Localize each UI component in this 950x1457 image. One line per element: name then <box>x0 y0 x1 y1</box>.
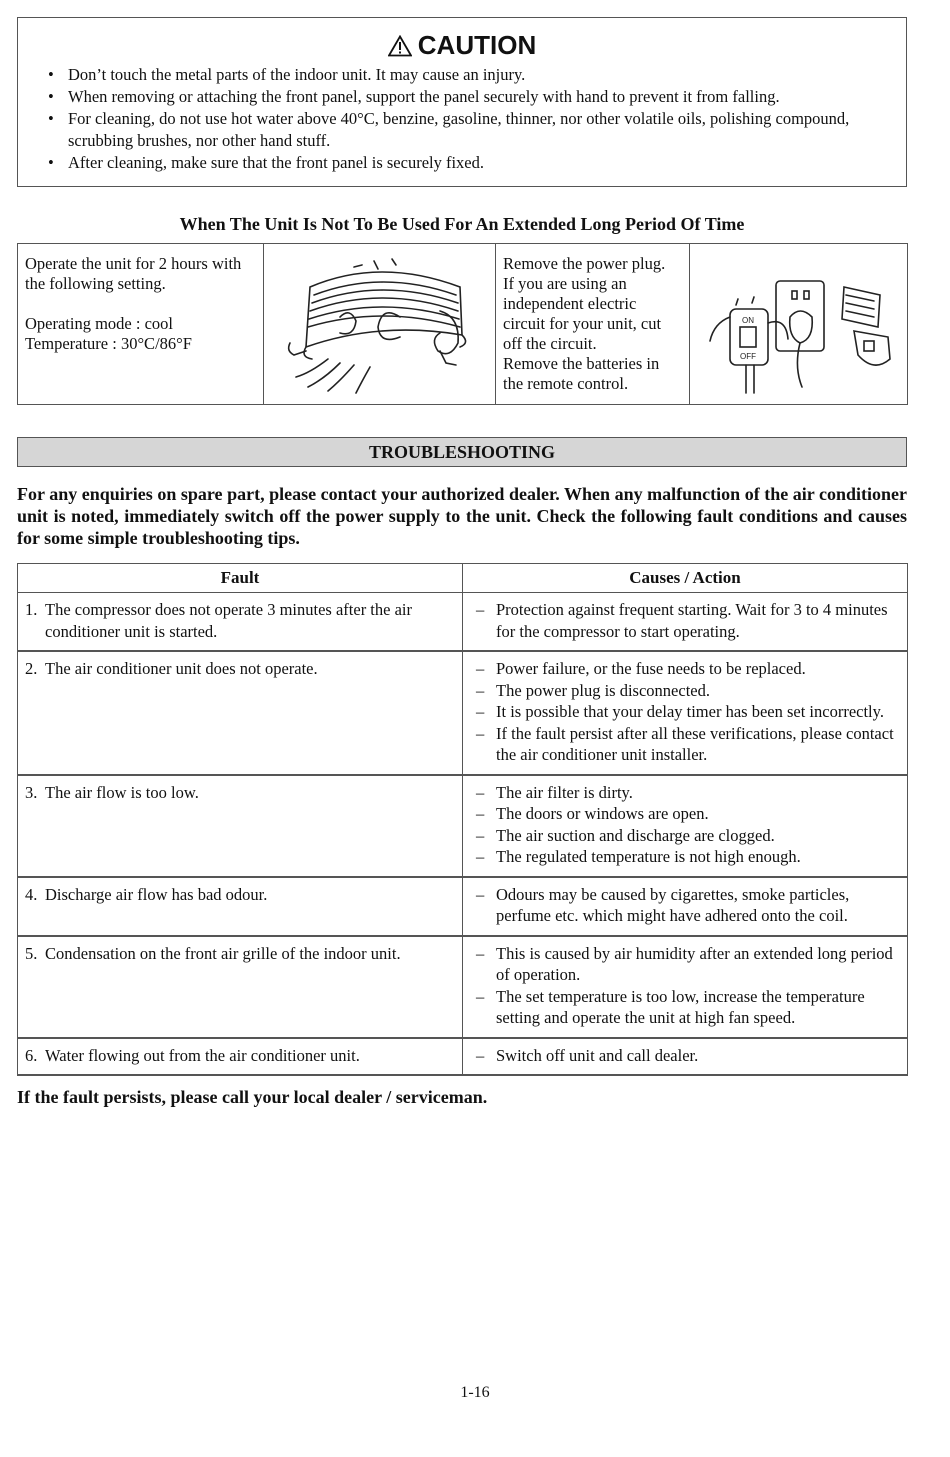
manual-page <box>17 17 907 1108</box>
extended-left-line: Operate the unit for 2 hours with the following setting. <box>25 254 242 293</box>
fault-cell <box>18 651 463 775</box>
cause-item <box>470 782 900 804</box>
cause-item <box>470 803 900 825</box>
cause-item <box>470 1045 900 1067</box>
extended-right-line: Remove the power plug. <box>503 254 666 273</box>
table-row <box>18 593 908 652</box>
caution-box <box>17 17 907 187</box>
fault-number: 1. <box>25 600 38 619</box>
table-row <box>18 775 908 877</box>
fault-number: 2. <box>25 659 38 678</box>
switch-off-label: OFF <box>739 351 756 361</box>
air-conditioner-cartoon-icon <box>270 247 490 397</box>
causes-cell <box>463 775 908 877</box>
cause-text: Protection against frequent starting. Wait for 3 to 4 minutes for the compressor to start operating. <box>496 600 888 641</box>
causes-cell <box>463 593 908 652</box>
page-number: 1-16 <box>460 1384 490 1401</box>
fault-text: Discharge air flow has bad odour. <box>45 884 268 904</box>
fault-cell <box>18 593 463 652</box>
fault-text: The air flow is too low. <box>45 782 199 802</box>
caution-list <box>34 64 890 174</box>
troubleshooting-intro: For any enquiries on spare part, please contact your authorized dealer. When any malfunction of the air conditioner unit is noted, immediately switch off the power supply to the unit. Check the following fault conditions and causes for some simple troubleshooting tips. <box>17 484 907 548</box>
fault-number: 5. <box>25 943 38 963</box>
cause-dash: – <box>476 804 485 823</box>
cause-dash: – <box>476 659 485 678</box>
fault-table <box>17 563 908 1076</box>
causes-cell <box>463 936 908 1038</box>
cause-item <box>470 986 900 1029</box>
extended-right-instructions <box>496 244 690 405</box>
fault-text: Condensation on the front air grille of the indoor unit. <box>45 943 401 963</box>
caution-item: • After cleaning, make sure that the front panel is securely fixed. <box>68 152 890 174</box>
caution-item: • For cleaning, do not use hot water above 40°C, benzine, gasoline, thinner, nor other volatile oils, polishing compound, scrubbing brushes, nor other hand stuff. <box>68 108 890 152</box>
cause-item <box>470 846 900 868</box>
table-row <box>18 877 908 936</box>
fault-text: The compressor does not operate 3 minutes after the air conditioner unit is started. <box>45 600 412 641</box>
cause-item <box>470 825 900 847</box>
extended-left-line: Operating mode : cool <box>25 314 174 333</box>
cause-item <box>470 884 900 927</box>
cause-dash: – <box>476 825 485 845</box>
caution-item: • Don’t touch the metal parts of the indoor unit. It may cause an injury. <box>68 64 890 86</box>
fault-text: The air conditioner unit does not operate. <box>45 659 318 678</box>
extended-period-table <box>17 243 908 405</box>
cause-item <box>470 943 900 986</box>
fault-cell <box>18 877 463 936</box>
fault-text: Water flowing out from the air conditioner unit. <box>45 1045 360 1065</box>
caution-item: • When removing or attaching the front panel, support the panel securely with hand to prevent it from falling. <box>68 86 890 108</box>
cause-dash: – <box>476 600 485 619</box>
causes-cell <box>463 651 908 775</box>
fault-column-header: Fault <box>18 564 463 593</box>
cause-item <box>470 701 900 723</box>
cause-dash: – <box>476 943 485 963</box>
cause-text: Switch off unit and call dealer. <box>496 1045 699 1065</box>
cause-dash: – <box>476 884 485 904</box>
cause-text: The doors or windows are open. <box>496 804 709 823</box>
causes-cell <box>463 877 908 936</box>
causes-column-header: Causes / Action <box>463 564 908 593</box>
cause-item <box>470 723 900 766</box>
power-switch-cartoon-icon <box>694 247 904 397</box>
cause-item <box>470 658 900 680</box>
cause-text: The air filter is dirty. <box>496 782 633 802</box>
cause-dash: – <box>476 1045 485 1065</box>
switch-on-label: ON <box>741 315 754 325</box>
cause-text: This is caused by air humidity after an extended long period of operation. <box>496 943 893 984</box>
extended-period-heading: When The Unit Is Not To Be Used For An Extended Long Period Of Time <box>179 214 745 234</box>
caution-title-text: CAUTION <box>417 30 537 60</box>
fault-number: 6. <box>25 1045 38 1065</box>
cause-text: Power failure, or the fuse needs to be replaced. <box>496 659 806 678</box>
fault-number: 4. <box>25 884 38 904</box>
cause-dash: – <box>476 782 485 802</box>
cause-text: The air suction and discharge are clogged. <box>496 825 775 845</box>
cause-text: The regulated temperature is not high enough. <box>496 847 801 866</box>
cause-dash: – <box>476 680 485 700</box>
cause-text: If the fault persist after all these verifications, please contact the air conditioner unit installer. <box>496 723 894 764</box>
troubleshooting-heading: TROUBLESHOOTING <box>17 437 907 467</box>
table-row <box>18 936 908 1038</box>
fault-number: 3. <box>25 782 38 802</box>
fault-cell <box>18 775 463 877</box>
extended-right-line: Remove the batteries in the remote control. <box>503 354 660 393</box>
fault-cell <box>18 936 463 1038</box>
air-conditioner-illustration <box>264 244 496 405</box>
cause-text: The power plug is disconnected. <box>496 680 710 700</box>
cause-text: It is possible that your delay timer has been set incorrectly. <box>496 702 884 721</box>
warning-triangle-icon <box>388 35 412 57</box>
cause-item <box>470 599 900 642</box>
cause-text: Odours may be caused by cigarettes, smoke particles, perfume etc. which might have adhered onto the coil. <box>496 884 850 925</box>
cause-text: The set temperature is too low, increase the temperature setting and operate the unit at high fan speed. <box>496 986 865 1027</box>
cause-dash: – <box>476 723 485 743</box>
closing-note: If the fault persists, please call your local dealer / serviceman. <box>17 1087 488 1107</box>
table-row <box>18 651 908 775</box>
cause-item <box>470 680 900 702</box>
fault-cell <box>18 1038 463 1076</box>
table-row <box>18 1038 908 1076</box>
caution-title <box>34 30 890 60</box>
extended-right-line: If you are using an independent electric circuit for your unit, cut off the circuit. <box>503 274 662 353</box>
cause-dash: – <box>476 847 485 866</box>
power-switch-illustration <box>690 244 908 405</box>
cause-dash: – <box>476 702 485 721</box>
extended-left-line: Temperature : 30°C/86°F <box>25 334 192 353</box>
cause-dash: – <box>476 986 485 1006</box>
causes-cell <box>463 1038 908 1076</box>
extended-left-instructions <box>18 244 264 405</box>
